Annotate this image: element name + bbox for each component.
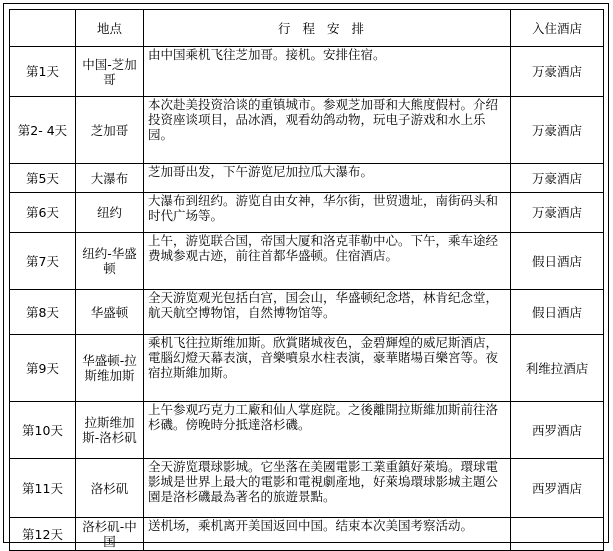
plan-cell: 上午参观巧克力工廠和仙人掌庭院。之後離開拉斯維加斯前往洛杉磯。傍晚時分抵達洛杉磯。 bbox=[144, 402, 511, 459]
hotel-cell bbox=[511, 518, 604, 551]
table-row bbox=[10, 164, 604, 193]
plan-cell: 全天游览观光包括白宫，国会山，华盛顿纪念塔，林肯纪念堂，航天航空博物馆，自然博物馆等。 bbox=[144, 290, 511, 335]
plan-cell: 上午，游览联合国，帝国大厦和洛克菲勒中心。下午，乘车途经费城参观古迹，前往首都华盛顿。住宿酒店。 bbox=[144, 233, 511, 290]
hotel-cell: 西罗酒店 bbox=[511, 459, 604, 518]
table-row bbox=[10, 459, 604, 518]
place-cell: 纽约-华盛顿 bbox=[76, 233, 144, 290]
plan-cell: 由中国乘机飞往芝加哥。接机。安排住宿。 bbox=[144, 47, 511, 97]
day-cell: 第8天 bbox=[10, 290, 76, 335]
hotel-cell: 万豪酒店 bbox=[511, 193, 604, 233]
table-row bbox=[10, 233, 604, 290]
header-place: 地点 bbox=[76, 10, 144, 47]
place-cell: 洛杉矶-中国 bbox=[76, 518, 144, 551]
header-hotel: 入住酒店 bbox=[511, 10, 604, 47]
plan-cell: 本次赴美投资洽谈的重镇城市。参观芝加哥和大熊度假村。介绍投资座谈项目，品冰酒，观看幼鸽动物，玩电子游戏和水上乐园。 bbox=[144, 97, 511, 164]
place-cell: 拉斯维加斯-洛杉矶 bbox=[76, 402, 144, 459]
plan-cell: 大瀑布到纽约。游览自由女神，华尔街，世贸遗址，南街码头和时代广场等。 bbox=[144, 193, 511, 233]
day-cell: 第6天 bbox=[10, 193, 76, 233]
place-cell: 芝加哥 bbox=[76, 97, 144, 164]
table-row bbox=[10, 402, 604, 459]
plan-cell: 乘机飞往拉斯维加斯。欣賞賭城夜色，金碧輝煌的威尼斯酒店，電腦幻燈天幕表演，音樂噴泉水柱表演，豪華賭場百樂宮等。夜宿拉斯維加斯。 bbox=[144, 335, 511, 402]
day-cell: 第1天 bbox=[10, 47, 76, 97]
day-cell: 第11天 bbox=[10, 459, 76, 518]
place-cell: 华盛顿 bbox=[76, 290, 144, 335]
day-cell: 第5天 bbox=[10, 164, 76, 193]
header-day bbox=[10, 10, 76, 47]
hotel-cell: 假日酒店 bbox=[511, 233, 604, 290]
hotel-cell: 西罗酒店 bbox=[511, 402, 604, 459]
day-cell: 第9天 bbox=[10, 335, 76, 402]
place-cell: 华盛顿-拉斯维加斯 bbox=[76, 335, 144, 402]
table-row bbox=[10, 97, 604, 164]
itinerary-table bbox=[9, 9, 604, 551]
plan-cell: 全天游览環球影城。它坐落在美國電影工業重鎮好萊塢。環球電影城是世界上最大的電影和電視劇產地，好萊塢環球影城主題公園是洛杉磯最為著名的旅遊景點。 bbox=[144, 459, 511, 518]
table-row bbox=[10, 335, 604, 402]
header-row bbox=[10, 10, 604, 47]
place-cell: 大瀑布 bbox=[76, 164, 144, 193]
hotel-cell: 万豪酒店 bbox=[511, 47, 604, 97]
header-plan: 行程安排 bbox=[144, 10, 511, 47]
plan-cell: 芝加哥出发，下午游览尼加拉瓜大瀑布。 bbox=[144, 164, 511, 193]
place-cell: 纽约 bbox=[76, 193, 144, 233]
hotel-cell: 万豪酒店 bbox=[511, 97, 604, 164]
day-cell: 第2- 4天 bbox=[10, 97, 76, 164]
hotel-cell: 利维拉酒店 bbox=[511, 335, 604, 402]
day-cell: 第12天 bbox=[10, 518, 76, 551]
hotel-cell: 假日酒店 bbox=[511, 290, 604, 335]
table-row bbox=[10, 290, 604, 335]
day-cell: 第10天 bbox=[10, 402, 76, 459]
table-row bbox=[10, 193, 604, 233]
place-cell: 中国-芝加哥 bbox=[76, 47, 144, 97]
table-row bbox=[10, 47, 604, 97]
table-row bbox=[10, 518, 604, 551]
plan-cell: 送机场，乘机离开美国返回中国。结束本次美国考察活动。 bbox=[144, 518, 511, 551]
day-cell: 第7天 bbox=[10, 233, 76, 290]
place-cell: 洛杉矶 bbox=[76, 459, 144, 518]
hotel-cell: 万豪酒店 bbox=[511, 164, 604, 193]
